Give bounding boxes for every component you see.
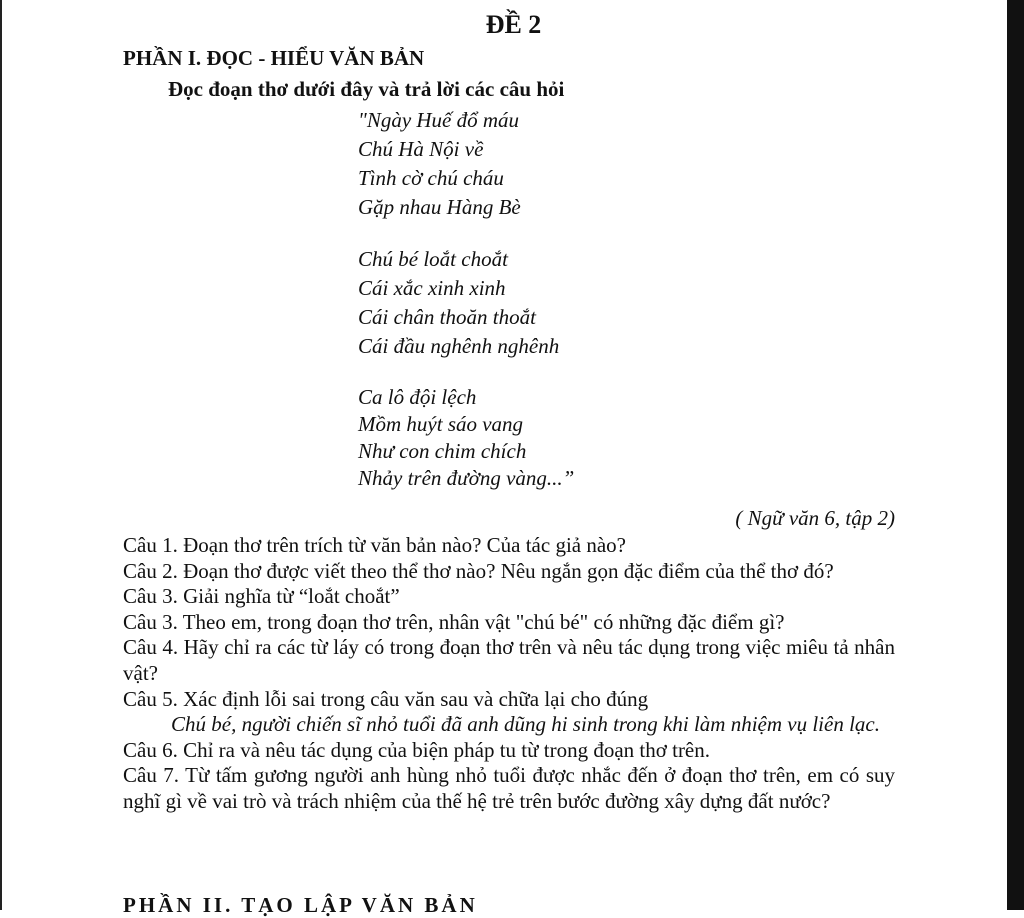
poem-line: Ca lô đội lệch bbox=[358, 385, 477, 409]
poem-source: ( Ngữ văn 6, tập 2) bbox=[735, 506, 895, 530]
page-right-border bbox=[1007, 0, 1024, 910]
page-left-border bbox=[0, 0, 2, 910]
question-item: Câu 6. Chỉ ra và nêu tác dụng của biện pháp tu từ trong đoạn thơ trên. bbox=[123, 737, 711, 762]
poem-line: Như con chim chích bbox=[358, 439, 527, 463]
question-item: Câu 1. Đoạn thơ trên trích từ văn bản nào? Của tác giả nào? bbox=[123, 533, 626, 557]
poem-line: Cái đầu nghênh nghênh bbox=[358, 334, 560, 358]
question-item: Câu 4. Hãy chỉ ra các từ láy có trong đoạn thơ trên và nêu tác dụng trong việc miêu tả nhân vật? bbox=[123, 635, 895, 685]
section-heading: PHẦN I. ĐỌC - HIỂU VĂN BẢN bbox=[123, 46, 425, 70]
question-list bbox=[123, 533, 895, 815]
question-item: Câu 5. Xác định lỗi sai trong câu văn sau và chữa lại cho đúng bbox=[123, 686, 649, 711]
question-item: Câu 3. Giải nghĩa từ “loắt choắt” bbox=[123, 584, 400, 609]
page-title: ĐỀ 2 bbox=[485, 10, 542, 39]
cutoff-section-heading: PHẦN II. TẠO LẬP VĂN BẢN bbox=[123, 893, 478, 917]
poem-stanza bbox=[358, 106, 574, 222]
example-sentence: Chú bé, người chiến sĩ nhỏ tuổi đã anh dũng hi sinh trong khi làm nhiệm vụ liên lạc. bbox=[171, 712, 880, 737]
poem bbox=[358, 106, 574, 515]
poem-line: Gặp nhau Hàng Bè bbox=[358, 195, 521, 219]
question-item: Câu 3. Theo em, trong đoạn thơ trên, nhân vật "chú bé" có những đặc điểm gì? bbox=[123, 609, 785, 634]
poem-line: Tình cờ chú cháu bbox=[358, 166, 504, 190]
poem-line: Chú bé loắt choắt bbox=[358, 247, 508, 271]
poem-line: Chú Hà Nội về bbox=[358, 137, 484, 161]
poem-stanza bbox=[358, 245, 574, 361]
poem-line: Cái xắc xinh xinh bbox=[358, 276, 506, 300]
instruction: Đọc đoạn thơ dưới đây và trả lời các câu hỏi bbox=[168, 77, 565, 101]
question-item: Câu 7. Từ tấm gương người anh hùng nhỏ tuổi được nhắc đến ở đoạn thơ trên, em có suy nghĩ gì về vai trò và trách nhiệm của thế hệ trẻ trên bước đường xây dựng đất nước? bbox=[123, 763, 895, 813]
poem-stanza bbox=[358, 384, 574, 492]
poem-line: "Ngày Huế đổ máu bbox=[358, 108, 520, 132]
question-item: Câu 2. Đoạn thơ được viết theo thể thơ nào? Nêu ngắn gọn đặc điểm của thể thơ đó? bbox=[123, 558, 834, 583]
poem-line: Cái chân thoăn thoắt bbox=[358, 305, 536, 329]
poem-line: Mồm huýt sáo vang bbox=[358, 412, 524, 436]
poem-line: Nhảy trên đường vàng...” bbox=[358, 466, 575, 490]
